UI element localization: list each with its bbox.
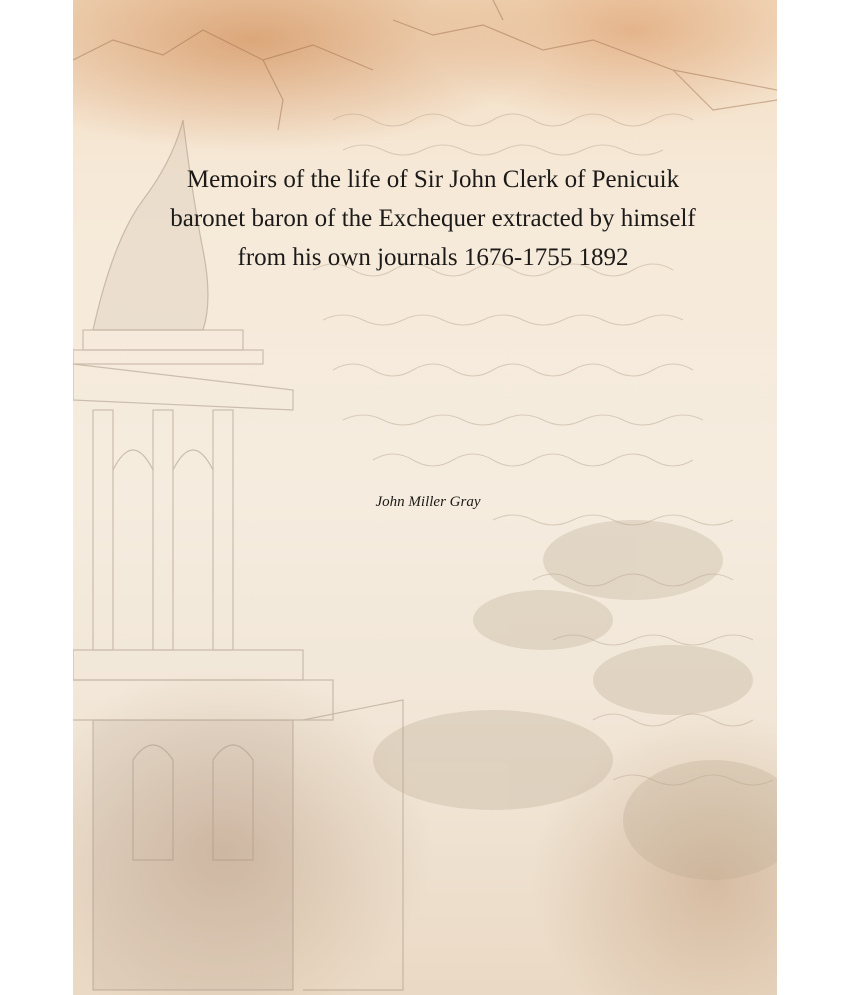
book-cover: [73, 0, 777, 995]
book-author: John Miller Gray: [375, 494, 481, 510]
book-title: Memoirs of the life of Sir John Clerk of Penicuik baronet baron of the Exchequer extracted by himself from his own journals 1676-1755 1892: [170, 166, 696, 271]
